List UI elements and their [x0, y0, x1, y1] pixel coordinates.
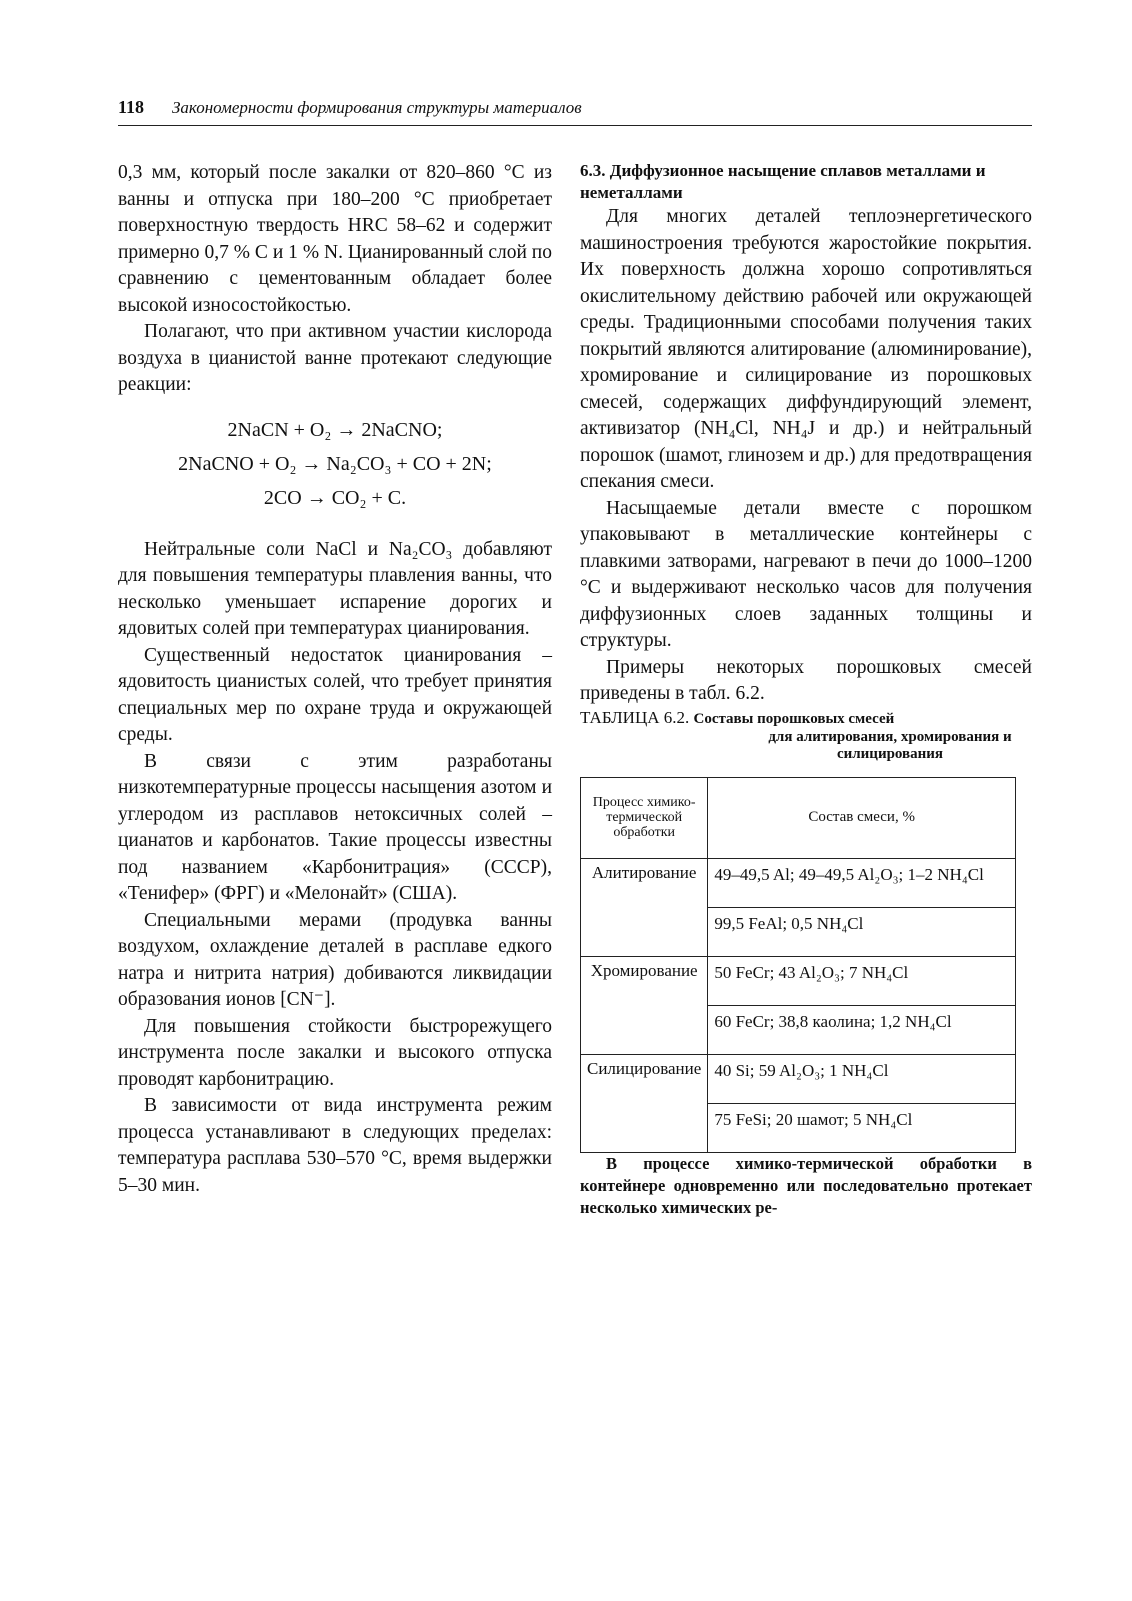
table-title: Составы порошковых смесей	[693, 710, 895, 727]
paragraph: Специальными мерами (продувка ванны воздухом, охлаждение деталей в расплаве едкого натра и нитрита натрия) добиваются ликвидации образования ионов [CN⁻].	[118, 909, 552, 1010]
mix-cell: 50 FeCr; 43 Al₂O₃; 7 NH₄Cl	[708, 956, 1016, 1005]
process-cell: Силицирование	[581, 1054, 708, 1152]
table-row	[581, 956, 1016, 1005]
paragraph: Для многих деталей теплоэнергетического машиностроения требуются жаростойкие покрытия. Их поверхность должна хорошо сопротивляться окислительному действию рабочей или окружающей среды. Традиционными способами получения таких покрытий являются алитирование (алюминирование), хромирование и силицирование из порошковых смесей, содержащих диффундирующий элемент, активизатор (NH₄Cl, NH₄J и др.) и нейтральный порошок (шамот, глинозем и др.) для предотвращения спекания смеси.	[580, 206, 1032, 492]
equation: 2NaCNO + O₂ → Na₂CO₃ + CO + 2N;	[178, 452, 492, 475]
paragraph: В процессе химико-термической обработки в контейнере одновременно или последовательно протекает несколько химических ре-	[580, 1153, 1032, 1217]
mix-cell: 49–49,5 Al; 49–49,5 Al₂O₃; 1–2 NH₄Cl	[708, 858, 1016, 907]
page-number: 118	[118, 97, 145, 117]
paragraph: Примеры некоторых порошковых смесей приведены в табл. 6.2.	[580, 656, 1032, 704]
mix-cell: 75 FeSi; 20 шамот; 5 NH₄Cl	[708, 1103, 1016, 1152]
process-cell: Алитирование	[581, 858, 708, 956]
right-column	[580, 160, 1032, 1219]
paragraph: Полагают, что при активном участии кислорода воздуха в цианистой ванне протекают следующие реакции:	[118, 321, 552, 395]
paragraph: В зависимости от вида инструмента режим процесса устанавливают в следующих пределах: температура расплава 530–570 °С, время выдержки 5–30 мин.	[118, 1095, 552, 1196]
table-title-cont: для алитирования, хромирования и силицирования	[768, 728, 1012, 762]
equation-block	[118, 413, 552, 515]
running-title: Закономерности формирования структуры материалов	[172, 98, 582, 117]
equation: 2CO → CO₂ + C.	[263, 486, 407, 509]
section-title: 6.3. Диффузионное насыщение сплавов металлами и неметаллами	[580, 161, 986, 202]
paragraph: 0,3 мм, который после закалки от 820–860 °С из ванны и отпуска при 180–200 °С приобретает поверхностную твердость HRC 58–62 и содержит примерно 0,7 % С и 1 % N. Цианированный слой по сравнению с цементованным обладает более высокой износостойкостью.	[118, 162, 552, 316]
equation: 2NaCN + O₂ → 2NaCNO;	[227, 418, 443, 441]
paragraph: В связи с этим разработаны низкотемпературные процессы насыщения азотом и углеродом из расплавов нетоксичных солей – цианатов и карбонатов. Такие процессы известны под названием «Карбонитрация» (СССР), «Тенифер» (ФРГ) и «Мелонайт» (США).	[118, 750, 552, 904]
mix-cell: 60 FeCr; 38,8 каолина; 1,2 NH₄Cl	[708, 1005, 1016, 1054]
page-header	[118, 97, 1032, 126]
paragraph: Существенный недостаток цианирования – ядовитость цианистых солей, что требует принятия специальных мер по охране труда и окружающей среды.	[118, 644, 552, 745]
mix-cell: 40 Si; 59 Al₂O₃; 1 NH₄Cl	[708, 1054, 1016, 1103]
paragraph: Насыщаемые детали вместе с порошком упаковывают в металлические контейнеры с плавкими затворами, нагревают в печи до 1000–1200 °С и выдерживают несколько часов для получения диффузионных слоев заданных толщины и структуры.	[580, 497, 1032, 651]
paragraph: Нейтральные соли NaCl и Na₂CO₃ добавляют для повышения температуры плавления ванны, что несколько уменьшает испарение дорогих и ядовитых солей при температурах цианирования.	[118, 538, 552, 639]
table-header-row	[581, 777, 1016, 858]
table-caption	[580, 708, 1032, 763]
left-column	[118, 160, 552, 1199]
mix-cell: 99,5 FeAl; 0,5 NH₄Cl	[708, 907, 1016, 956]
paragraph: Для повышения стойкости быстрорежущего инструмента после закалки и высокого отпуска проводят карбонитрацию.	[118, 1015, 552, 1090]
table-label: ТАБЛИЦА 6.2.	[580, 707, 690, 727]
column-header-mix: Состав смеси, %	[708, 777, 1016, 858]
table-row	[581, 858, 1016, 907]
table-row	[581, 1054, 1016, 1103]
process-cell: Хромирование	[581, 956, 708, 1054]
composition-table	[580, 777, 1016, 1153]
column-header-process: Процесс химико-термической обработки	[581, 777, 708, 858]
